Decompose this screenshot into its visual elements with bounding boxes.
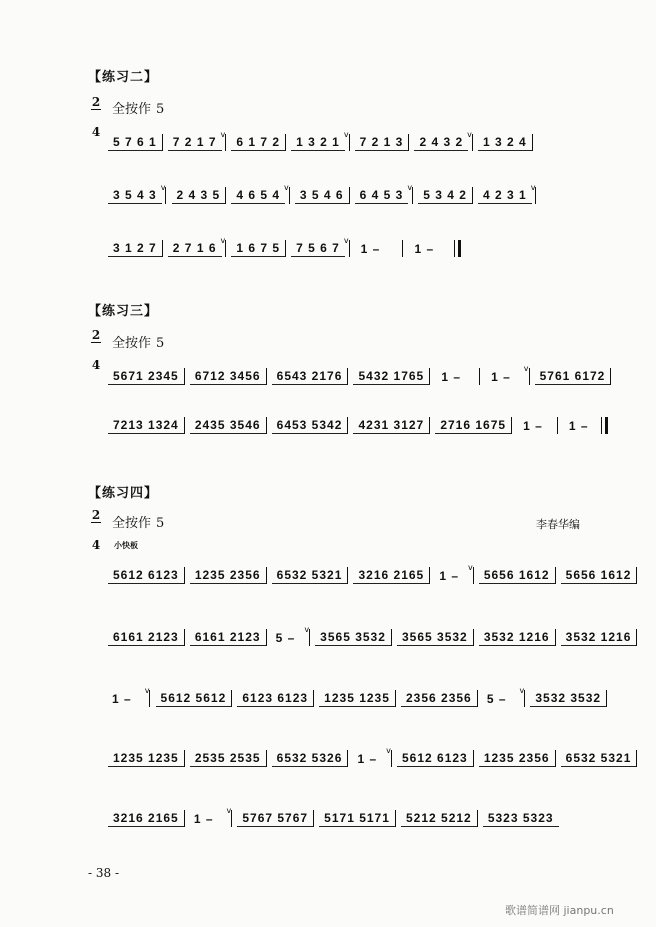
tempo-marking: 小快板 bbox=[114, 541, 138, 550]
measure: 5612 6123 bbox=[108, 567, 184, 584]
exercise-3-title: 【练习三】 bbox=[88, 304, 159, 319]
ex4-fingering: 全按作 5 bbox=[112, 516, 165, 531]
final-barline bbox=[454, 240, 461, 257]
measure: 1235 1235 bbox=[319, 690, 395, 707]
ex4-line-2: 6161 2123 6161 2123 5 –$^v$ 3565 3532 3565 3532 3532 1216 3532 1216 bbox=[108, 627, 637, 647]
measure: 1 – bbox=[112, 691, 132, 706]
time-bottom: 4 bbox=[91, 125, 101, 139]
measure: 2716 1675 bbox=[435, 417, 511, 434]
measure: 6 4 5 3 bbox=[355, 187, 409, 204]
site-watermark: 歌谱简谱网 jianpu.cn bbox=[505, 904, 614, 917]
measure: 1235 2356 bbox=[190, 567, 266, 584]
measure: 3216 2165 bbox=[353, 567, 429, 584]
measure: 5 – bbox=[275, 630, 296, 645]
ex3-time-signature: 2 4 bbox=[91, 328, 101, 372]
measure: 6712 3456 bbox=[190, 368, 266, 385]
measure: 4 2 3 1 bbox=[478, 187, 532, 204]
ex4-time-signature: 2 4 bbox=[91, 508, 101, 552]
measure: 5 – bbox=[486, 691, 507, 706]
ex4-line-5: 3216 2165 1 –$^v$ 5767 5767 5171 5171 5212 5212 5323 5323 bbox=[108, 808, 559, 828]
measure: 2535 2535 bbox=[190, 750, 266, 767]
measure: 2435 3546 bbox=[190, 417, 266, 434]
measure: 1 – bbox=[568, 418, 589, 433]
ex4-line-1: 5612 6123 1235 2356 6532 5321 3216 2165 1 –$^v$ 5656 1612 5656 1612 bbox=[108, 565, 637, 585]
measure: 6532 5326 bbox=[272, 750, 348, 767]
measure: 1 – bbox=[523, 418, 543, 433]
time-top: 2 bbox=[91, 95, 101, 109]
measure: 3216 2165 bbox=[108, 810, 184, 827]
ex4-line-4: 1235 1235 2535 2535 6532 5326 1 –$^v$ 5612 6123 1235 2356 6532 5321 bbox=[108, 748, 637, 768]
measure: 5323 5323 bbox=[483, 810, 559, 827]
measure: 1 3 2 4 bbox=[478, 134, 532, 151]
ex4-line-3: 1 –$^v$ 5612 5612 6123 6123 1235 1235 2356 2356 5 –$^v$ 3532 3532 bbox=[108, 688, 607, 708]
measure: 1 – bbox=[491, 369, 511, 384]
measure: 6123 6123 bbox=[237, 690, 313, 707]
measure: 2 7 1 6 bbox=[168, 240, 222, 257]
measure: 3 1 2 7 bbox=[108, 240, 162, 257]
measure: 3532 3532 bbox=[530, 690, 606, 707]
measure: 3565 3532 bbox=[397, 629, 473, 646]
measure: 1 – bbox=[360, 241, 381, 256]
measure: 1 – bbox=[193, 811, 214, 826]
measure: 4 6 5 4 bbox=[231, 187, 285, 204]
measure: 7 5 6 7 bbox=[291, 240, 345, 257]
measure: 6453 5342 bbox=[272, 417, 348, 434]
measure: 1 3 2 1 bbox=[291, 134, 345, 151]
measure: 1 – bbox=[439, 568, 459, 583]
exercise-4-title: 【练习四】 bbox=[88, 486, 159, 501]
measure: 6 1 7 2 bbox=[231, 134, 285, 151]
measure: 1235 1235 bbox=[108, 750, 184, 767]
measure: 5612 5612 bbox=[156, 690, 232, 707]
ex3-line-1: 5671 2345 6712 3456 6543 2176 5432 1765 1 – 1 –$^v$ 5761 6172 bbox=[108, 366, 611, 386]
ex2-fingering: 全按作 5 bbox=[112, 102, 165, 117]
measure: 6161 2123 bbox=[108, 629, 184, 646]
measure: 7 2 1 3 bbox=[355, 134, 409, 151]
measure: 5656 1612 bbox=[479, 567, 555, 584]
page-number: - 38 - bbox=[88, 866, 120, 880]
measure: 2 4 3 2 bbox=[414, 134, 468, 151]
measure: 5 7 6 1 bbox=[108, 134, 162, 151]
measure: 5432 1765 bbox=[353, 368, 429, 385]
measure: 5656 1612 bbox=[561, 567, 637, 584]
measure: 1 – bbox=[357, 751, 378, 766]
measure: 3532 1216 bbox=[479, 629, 555, 646]
measure: 5767 5767 bbox=[237, 810, 313, 827]
ex2-line-3: 3 1 2 7 2 7 1 6$^v$ 1 6 7 5 7 5 6 7$^v$ 1 – 1 – bbox=[108, 238, 461, 258]
measure: 6532 5321 bbox=[272, 567, 348, 584]
measure: 1 6 7 5 bbox=[231, 240, 285, 257]
composer-credit: 李春华编 bbox=[536, 518, 580, 531]
measure: 1235 2356 bbox=[479, 750, 555, 767]
exercise-2-title: 【练习二】 bbox=[88, 70, 159, 85]
measure: 5612 6123 bbox=[397, 750, 473, 767]
measure: 5212 5212 bbox=[401, 810, 477, 827]
measure: 1 – bbox=[441, 369, 461, 384]
ex3-line-2 bbox=[108, 415, 608, 435]
measure: 3532 1216 bbox=[561, 629, 637, 646]
measure: 1 – bbox=[414, 241, 435, 256]
ex2-line-2: 3 5 4 3$^v$ 2 4 3 5 4 6 5 4$^v$ 3 5 4 6 6 4 5 3$^v$ 5 3 4 2 4 2 3 1$^v$ bbox=[108, 185, 536, 205]
measure: 6532 5321 bbox=[561, 750, 637, 767]
measure: 5761 6172 bbox=[535, 368, 611, 385]
measure: 6161 2123 bbox=[190, 629, 266, 646]
measure: 4231 3127 bbox=[353, 417, 429, 434]
ex2-time-signature bbox=[91, 97, 101, 138]
measure: 3 5 4 3 bbox=[108, 187, 162, 204]
ex2-line-1: 5 7 6 1 7 2 1 7$^v$ 6 1 7 2 1 3 2 1$^v$ 7 2 1 3 2 4 3 2$^v$ 1 3 2 4 bbox=[108, 132, 533, 152]
measure: 3565 3532 bbox=[315, 629, 391, 646]
measure: 5671 2345 bbox=[108, 368, 184, 385]
measure: 5171 5171 bbox=[319, 810, 395, 827]
measure: 7213 1324 bbox=[108, 417, 184, 434]
final-barline bbox=[601, 417, 608, 434]
measure: 6543 2176 bbox=[272, 368, 348, 385]
measure: 3 5 4 6 bbox=[295, 187, 349, 204]
measure: 2356 2356 bbox=[401, 690, 477, 707]
ex3-fingering: 全按作 5 bbox=[112, 336, 165, 351]
measure: 5 3 4 2 bbox=[418, 187, 472, 204]
measure: 2 4 3 5 bbox=[172, 187, 226, 204]
measure: 7 2 1 7 bbox=[168, 134, 222, 151]
